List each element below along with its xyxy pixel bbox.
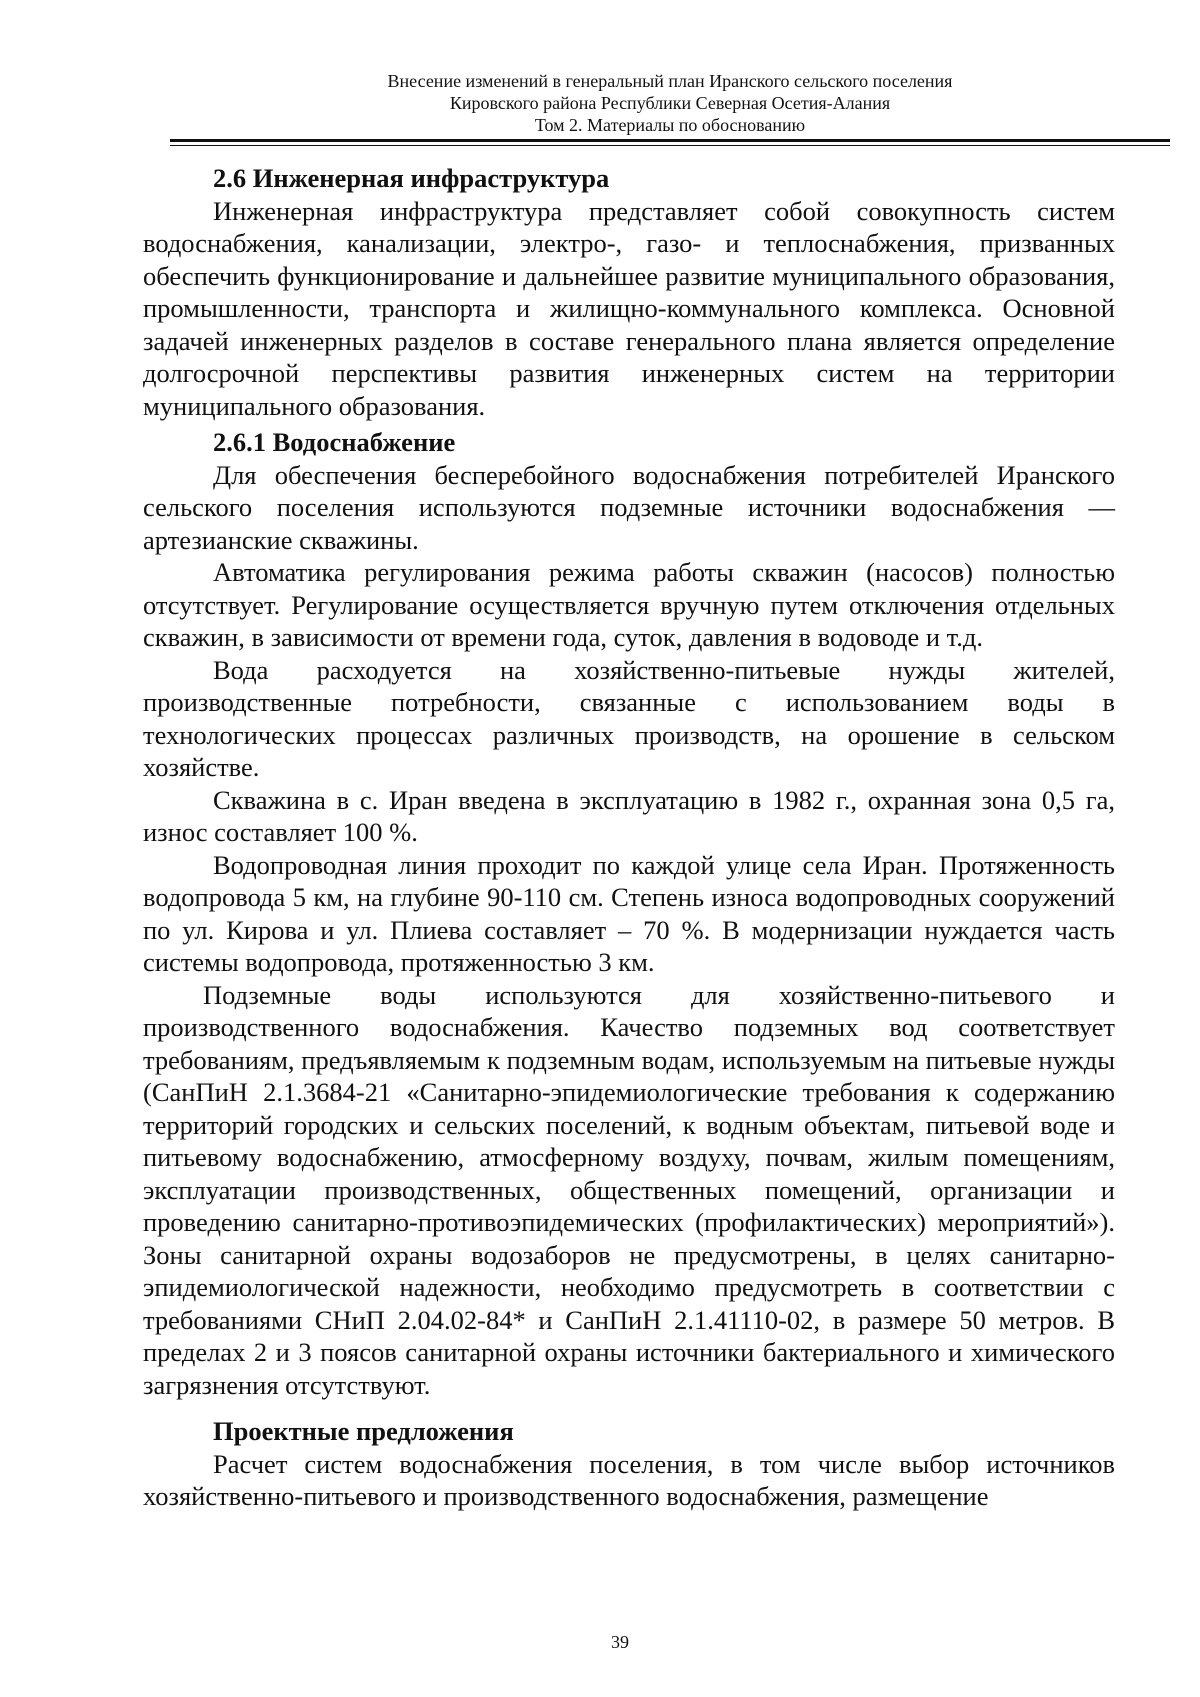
paragraph-water-sources: Для обеспечения бесперебойного водоснабжения потребителей Иранского сельского поселения используются подземные источники водоснабжения — артезианские скважины. [143,459,1115,555]
header-line-1: Внесение изменений в генеральный план Иранского сельского поселения [387,71,953,91]
paragraph-automation: Автоматика регулирования режима работы скважин (насосов) полностью отсутствует. Регулирование осуществляется вручную путем отключения отдельных скважин, в зависимости от времени года, суток, давления в водоводе и т.д. [143,557,1115,652]
page-number: 39 [611,1632,629,1652]
paragraph-groundwater: Подземные воды используются для хозяйственно-питьевого и производственного водоснабжения. Качество подземных вод соответствует требованиям, предъявляемым к подземным водам, используемым на питьевые нужды (СанПиН 2.1.3684-21 «Санитарно-эпидемиологические требования к содержанию территорий городских и сельских поселений, к водным объектам, питьевой воде и питьевому водоснабжению, атмосферному воздуху, почвам, жилым помещениям, эксплуатации производственных, общественных помещений, организации и проведению санитарно-противоэпидемических (профилактических) мероприятий»). Зоны санитарной охраны водозаборов не предусмотрены, в целях санитарно-эпидемиологической надежности, необходимо предусмотреть в соответствии с требованиями СНиП 2.04.02-84* и СанПиН 2.1.41110-02, в размере 50 метров. В пределах 2 и 3 поясов санитарной охраны источники бактериального и химического загрязнения отсутствуют. [143,979,1115,1400]
page-body [143,162,1115,1513]
paragraph-water-use: Вода расходуется на хозяйственно-питьевые нужды жителей, производственные потребности, связанные с использованием воды в технологических процессах различных производств, на орошение в сельском хозяйстве. [143,654,1115,782]
header-line-3: Том 2. Материалы по обоснованию [534,115,806,135]
section-heading-water-supply: 2.6.1 Водоснабжение [213,427,456,457]
paragraph-proposals-intro: Расчет систем водоснабжения поселения, в том числе выбор источников хозяйственно-питьевого и производственного водоснабжения, размещение [143,1448,1115,1511]
header-line-2: Кировского района Республики Северная Осетия-Алания [449,93,891,113]
header-rule-thick [170,139,1170,142]
section-heading-project-proposals: Проектные предложения [213,1416,514,1446]
header-rule-thin [170,145,1170,146]
paragraph-infrastructure-intro: Инженерная инфраструктура представляет собой совокупность систем водоснабжения, канализации, электро-, газо- и теплоснабжения, призванных обеспечить функционирование и дальнейшее развитие муниципального образования, промышленности, транспорта и жилищно-коммунального комплекса. Основной задачей инженерных разделов в составе генерального плана является определение долгосрочной перспективы развития инженерных систем на территории муниципального образования. [143,195,1115,421]
section-heading-engineering-infrastructure: 2.6 Инженерная инфраструктура [213,163,610,193]
paragraph-well: Скважина в с. Иран введена в эксплуатацию в 1982 г., охранная зона 0,5 га, износ составляет 100 %. [143,784,1115,847]
running-header [170,70,1170,136]
header-double-rule [170,139,1170,146]
paragraph-water-pipeline: Водопроводная линия проходит по каждой улице села Иран. Протяженность водопровода 5 км, на глубине 90-110 см. Степень износа водопроводных сооружений по ул. Кирова и ул. Плиева составляет – 70 %. В модернизации нуждается часть системы водопровода, протяженностью 3 км. [143,849,1115,977]
